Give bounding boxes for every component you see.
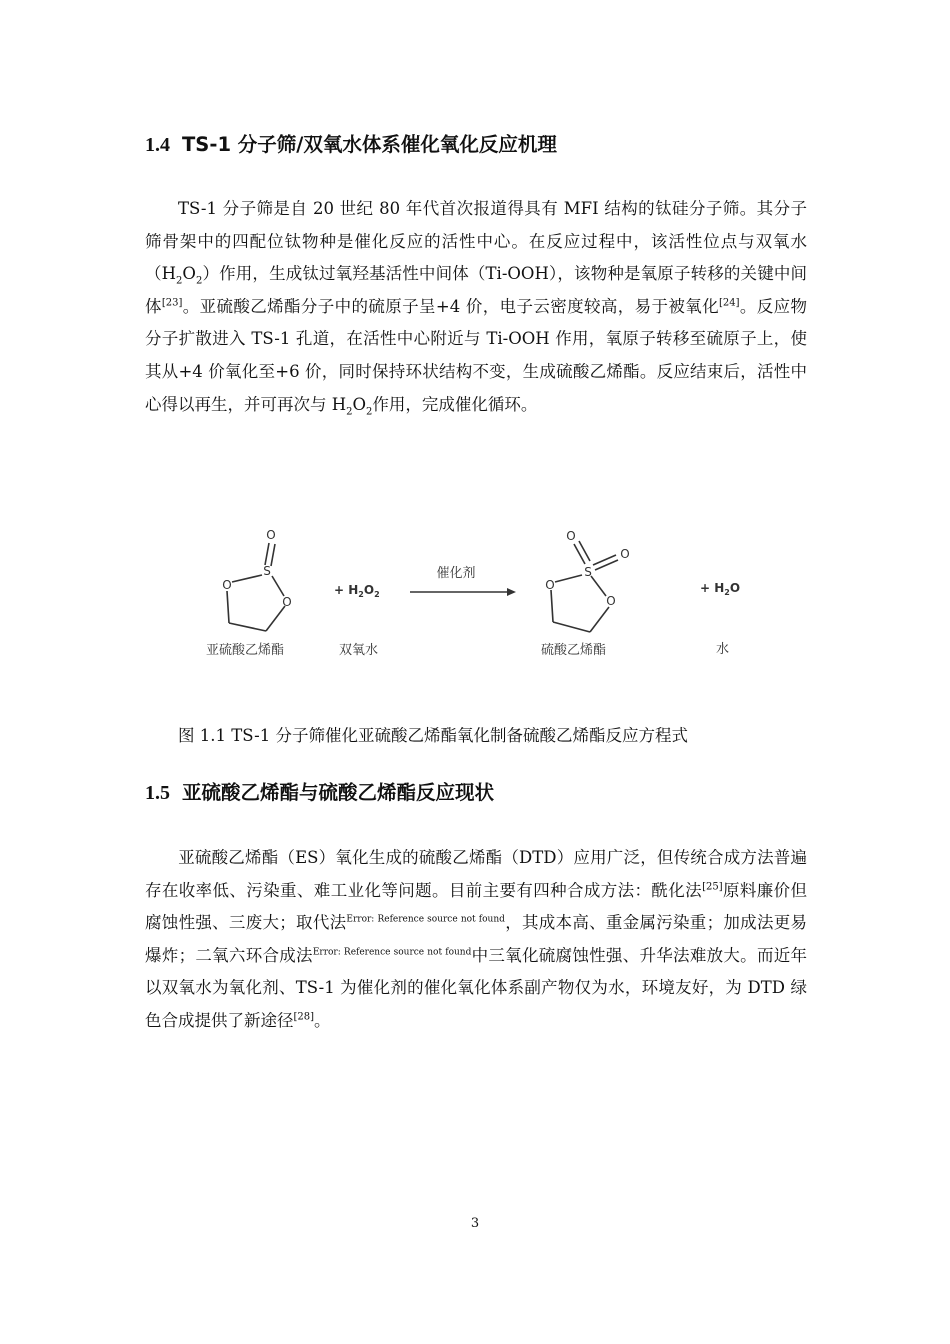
atom-o-label: O bbox=[620, 547, 630, 561]
label-ethylene-sulfate: 硫酸乙烯酯 bbox=[541, 643, 607, 658]
catalyst-label: 催化剂 bbox=[436, 566, 476, 581]
citation: [24] bbox=[718, 297, 740, 309]
reaction-scheme bbox=[198, 520, 758, 670]
section-heading-1-4 bbox=[145, 129, 557, 157]
ethylene-sulfite-structure bbox=[227, 543, 285, 631]
atom-s-label: S bbox=[584, 565, 592, 579]
arrow-head bbox=[507, 588, 516, 596]
reagent-h2o2: + $H_2O_2$ bbox=[334, 583, 380, 599]
citation: [25] bbox=[702, 881, 723, 893]
reference-error: Error: Reference source not found bbox=[312, 947, 472, 958]
paragraph-mechanism: TS-1 分子筛是自 20 世纪 80 年代首次报道得具有 MFI 结构的钛硅分子筛。其分子筛骨架中的四配位钛物种是催化反应的活性中心。在反应过程中，该活性位点与双氧水$(H_2O_2)$作用，生成钛过氧羟基活性中间体（Ti-OOH），该物种是氧原子转移的关键中间体[23]。亚硫酸乙烯酯分子中的硫原子呈+4 价，电子云密度较高，易于被氧化[24]。反应物分子扩散进入 TS-1 孔道，在活性中心附近与 Ti-OOH 作用，氧原子转移至硫原子上，使其从+4 价氧化至+6 价，同时保持环状结构不变，生成硫酸乙烯酯。反应结束后，活性中心得以再生，并可再次与 $H_2O_2$作用，完成催化循环。 bbox=[145, 199, 807, 417]
label-ethylene-sulfite: 亚硫酸乙烯酯 bbox=[206, 643, 285, 658]
ethylene-sulfate-structure bbox=[551, 541, 618, 632]
section-number: 1.5 bbox=[145, 782, 170, 804]
section-number: 1.4 bbox=[145, 134, 170, 156]
section-title: TS-1 分子筛/双氧水体系催化氧化反应机理 bbox=[182, 133, 557, 156]
atom-s-label: S bbox=[263, 564, 271, 578]
section-heading-1-5 bbox=[145, 777, 494, 805]
figure-caption: 图 1.1 TS-1 分子筛催化亚硫酸乙烯酯氧化制备硫酸乙烯酯反应方程式 bbox=[178, 726, 688, 745]
section-title: 亚硫酸乙烯酯与硫酸乙烯酯反应现状 bbox=[182, 781, 495, 804]
atom-o-label: O bbox=[545, 578, 555, 592]
citation: [23] bbox=[161, 297, 183, 309]
atom-o-label: O bbox=[282, 595, 292, 609]
paragraph-status: 亚硫酸乙烯酯（ES）氧化生成的硫酸乙烯酯（DTD）应用广泛，但传统合成方法普遍存在收率低、污染重、难工业化等问题。目前主要有四种合成方法：酰化法[25]原料廉价但腐蚀性强、三废大；取代法$^{Error: Reference source not found}$，其成本高、重金属污染重；加成法更易爆炸；二氧六环合成法$^{Error: Reference source not found}$中三氧化硫腐蚀性强、升华法难放大。而近年以双氧水为氧化剂、TS-1 为催化剂的催化氧化体系副产物仅为水，环境友好，为 DTD 绿色合成提供了新途径[28]。 bbox=[145, 848, 808, 1030]
label-water: 水 bbox=[716, 642, 730, 657]
atom-o-label: O bbox=[222, 578, 232, 592]
product-h2o: + $H_2O$ bbox=[700, 581, 741, 597]
atom-o-label: O bbox=[566, 529, 576, 543]
page-number: 3 bbox=[470, 1216, 480, 1231]
atom-o-label: O bbox=[266, 528, 276, 542]
citation: [28] bbox=[293, 1011, 315, 1023]
reaction-scheme-figure bbox=[198, 520, 758, 670]
label-hydrogen-peroxide: 双氧水 bbox=[339, 643, 379, 658]
reference-error: Error: Reference source not found bbox=[346, 914, 505, 925]
atom-o-label: O bbox=[606, 594, 616, 608]
